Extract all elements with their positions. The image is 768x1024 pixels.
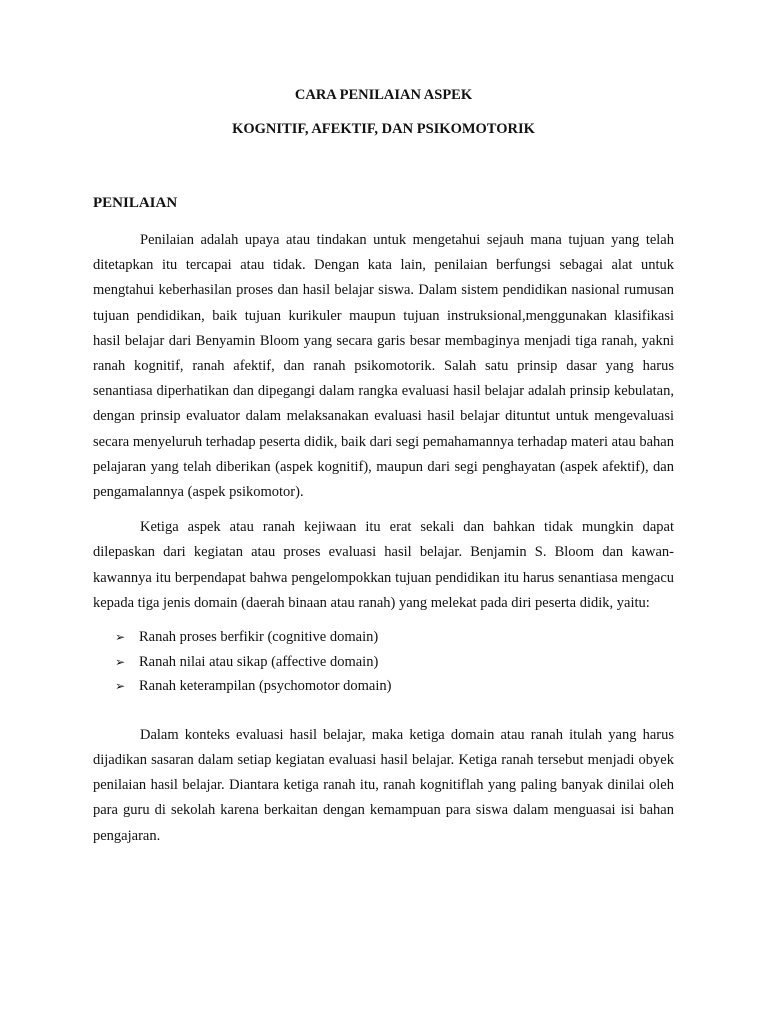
arrow-bullet-icon: ➢ bbox=[115, 630, 126, 645]
list-item-text: Ranah proses berfikir (cognitive domain) bbox=[139, 629, 379, 646]
document-title-line-2: KOGNITIF, AFEKTIF, DAN PSIKOMOTORIK bbox=[232, 121, 535, 137]
domain-list bbox=[93, 625, 674, 699]
arrow-bullet-icon: ➢ bbox=[115, 654, 126, 669]
list-item bbox=[115, 674, 674, 699]
list-item-text: Ranah keterampilan (psychomotor domain) bbox=[139, 678, 392, 695]
section-heading: PENILAIAN bbox=[93, 195, 178, 211]
paragraph-1: Penilaian adalah upaya atau tindakan untuk mengetahui sejauh mana tujuan yang telah ditetapkan itu tercapai atau tidak. Dengan kata lain, penilaian berfungsi sebagai alat untuk mengtahui keberhasilan proses dan hasil belajar siswa. Dalam sistem pendidikan nasional rumusan tujuan pendidikan, baik tujuan kurikuler maupun tujuan instruksional,menggunakan klasifikasi hasil belajar dari Benyamin Bloom yang secara garis besar membaginya menjadi tiga ranah, yakni ranah kognitif, ranah afektif, dan ranah psikomotorik. Salah satu prinsip dasar yang harus senantiasa diperhatikan dan dipegangi dalam rangka evaluasi hasil belajar adalah prinsip kebulatan, dengan prinsip evaluator dalam melaksanakan evaluasi hasil belajar dituntut untuk mengevaluasi secara menyeluruh terhadap peserta didik, baik dari segi pemahamannya terhadap materi atau bahan pelajaran yang telah diberikan (aspek kognitif), maupun dari segi penghayatan (aspek afektif), dan pengamalannya (aspek psikomotor). bbox=[93, 232, 674, 501]
document-title-line-1: CARA PENILAIAN ASPEK bbox=[294, 87, 473, 103]
paragraph-2: Ketiga aspek atau ranah kejiwaan itu erat sekali dan bahkan tidak mungkin dapat dilepaskan dari kegiatan atau proses evaluasi hasil belajar. Benjamin S. Bloom dan kawan-kawannya itu berpendapat bahwa pengelompokkan tujuan pendidikan itu harus senantiasa mengacu kepada tiga jenis domain (daerah binaan atau ranah) yang melekat pada diri peserta didik, yaitu: bbox=[93, 519, 674, 611]
list-item bbox=[115, 625, 674, 650]
list-item bbox=[115, 650, 674, 675]
list-item-text: Ranah nilai atau sikap (affective domain) bbox=[139, 653, 379, 670]
paragraph-3: Dalam konteks evaluasi hasil belajar, maka ketiga domain atau ranah itulah yang harus dijadikan sasaran dalam setiap kegiatan evaluasi hasil belajar. Ketiga ranah tersebut menjadi obyek penilaian hasil belajar. Diantara ketiga ranah itu, ranah kognitiflah yang paling banyak dinilai oleh para guru di sekolah karena berkaitan dengan kemampuan para siswa dalam menguasai isi bahan pengajaran. bbox=[93, 726, 674, 844]
arrow-bullet-icon: ➢ bbox=[115, 679, 126, 694]
